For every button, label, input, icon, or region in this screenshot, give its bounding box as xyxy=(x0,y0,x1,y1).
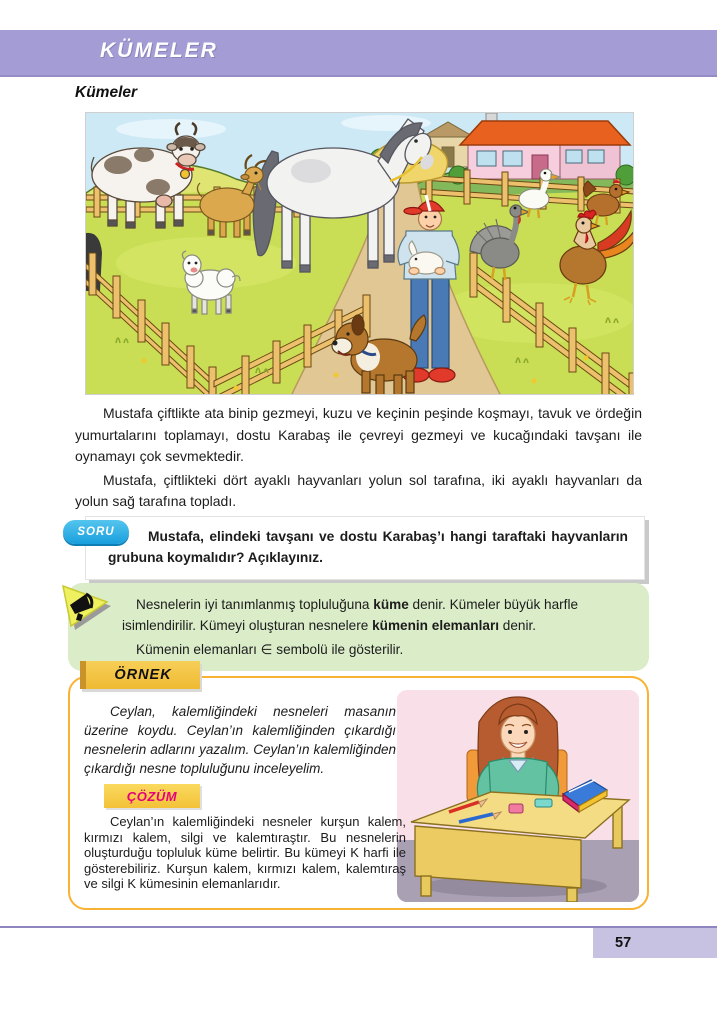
megaphone-icon xyxy=(58,577,114,633)
page-number: 57 xyxy=(615,935,632,951)
unit-header-band xyxy=(0,30,717,77)
intro-paragraph-2: Mustafa, çiftlikteki dört ayaklı hayvanları yolun sol tarafına, iki ayaklı hayvanları da yolun sağ tarafına topladı. xyxy=(75,471,642,509)
example-label-tab: ÖRNEK xyxy=(80,661,200,689)
example-box xyxy=(68,676,649,910)
girl-at-desk-illustration xyxy=(397,690,639,902)
solution-label-tab: ÇÖZÜM xyxy=(104,784,200,808)
example-text xyxy=(84,702,396,778)
example-paragraph: Ceylan, kalemliğindeki nesneleri masanın üzerine koydu. Ceylan’ın kalemliğinden çıkardığı nesnelerin adlarını yazalım. Ceylan’ın kalemliğinden çıkardığı nesne topluluğunu inceleyelim. xyxy=(84,704,396,776)
intro-paragraph-1: Mustafa çiftlikte ata binip gezmeyi, kuzu ve keçinin peşinde koşmayı, tavuk ve ördeğin yumurtalarını toplamayı, dostu Karabaş ile çevreyi gezmeyi ve kucağındaki tavşanı ile oynamayı çok sevmektedir. xyxy=(75,405,642,464)
symbol-text: Kümenin elemanları ∈ sembolü ile gösterilir. xyxy=(136,642,404,657)
eraser xyxy=(535,799,552,807)
footer-block xyxy=(593,928,717,958)
definition-box xyxy=(68,583,649,671)
intro-paragraphs xyxy=(75,403,642,513)
girl xyxy=(477,697,558,807)
unit-title: KÜMELER xyxy=(100,39,218,62)
question-box xyxy=(85,516,645,580)
farm-illustration xyxy=(85,112,634,395)
definition-text: Nesnelerin iyi tanımlanmış topluluğuna küme denir. Kümeler büyük harfle isimlendirilir. Kümeyi oluşturan nesnelere kümenin elemanları denir. xyxy=(122,597,579,633)
sharpener xyxy=(509,804,523,813)
farm-scene-svg xyxy=(86,113,634,395)
solution-paragraph: Ceylan’ın kalemliğindeki nesneler kurşun kalem, kırmızı kalem, silgi ve kalemtıraştır. Bu nesnelerin oluşturduğu topluluk küme belirtir. Bu kümeyi K harfi ile gösterebiliriz. Kurşun kalem, kırmızı kalem, kalemtıraş ve silgi K kümesinin elemanlarıdır. xyxy=(84,814,406,892)
question-label-badge: SORU xyxy=(63,520,129,544)
question-callout xyxy=(63,516,645,580)
solution-text xyxy=(84,814,406,892)
question-text: Mustafa, elindeki tavşanı ve dostu Karabaş’ı hangi taraftaki hayvanların grubuna koymalıdır? Açıklayınız. xyxy=(108,529,628,565)
section-heading: Kümeler xyxy=(75,84,138,101)
